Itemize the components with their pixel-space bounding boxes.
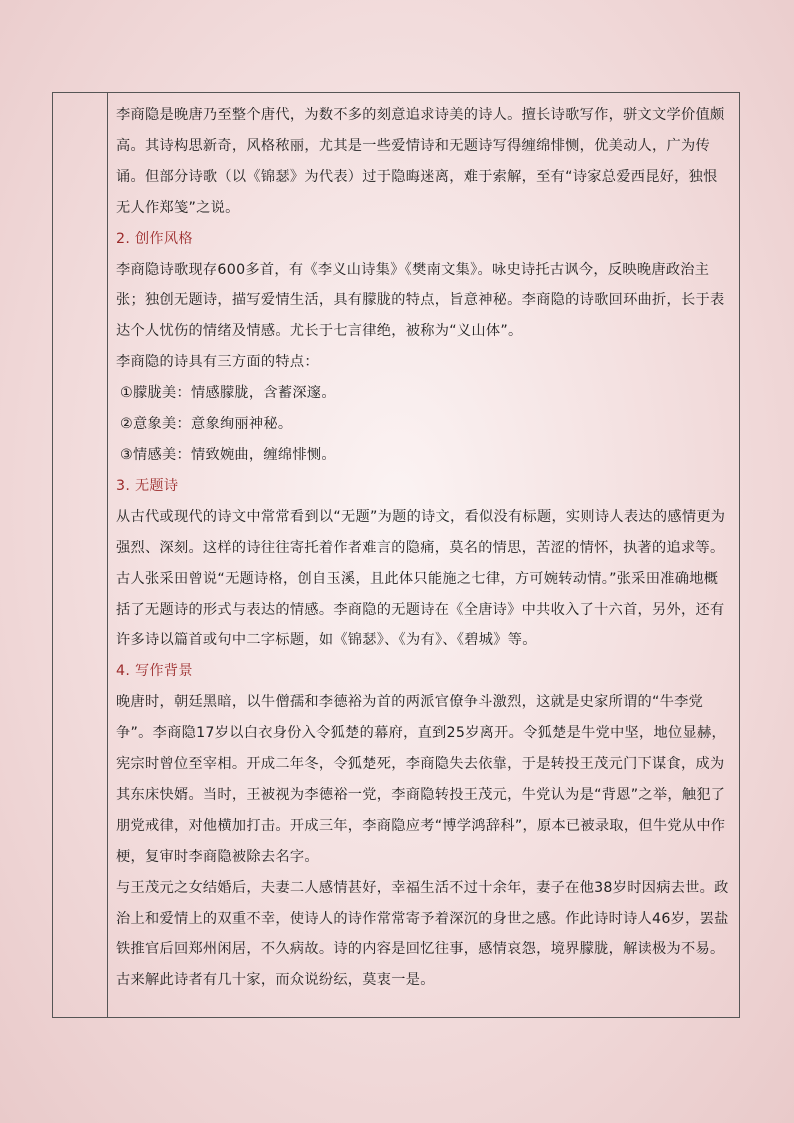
feature-item: ③情感美：情致婉曲，缠绵悱恻。 bbox=[120, 446, 336, 463]
style-paragraph: 李商隐诗歌现存600多首，有《李义山诗集》《樊南文集》。咏史诗托古讽今，反映晚唐政治主张；独创无题诗，描写爱情生活，具有朦胧的特点，旨意神秘。李商隐的诗歌回环曲折，长于表达个人忧伤的情绪及情感。尤长于七言律绝，被称为“义山体”。 bbox=[116, 261, 725, 340]
table-left-column bbox=[53, 93, 108, 1017]
feature-item: ①朦胧美：情感朦胧，含蓄深邃。 bbox=[120, 385, 336, 402]
section-heading-style: 2. 创作风格 bbox=[116, 230, 193, 247]
intro-paragraph: 李商隐是晚唐乃至整个唐代，为数不多的刻意追求诗美的诗人。擅长诗歌写作，骈文文学价值颇高。其诗构思新奇，风格秾丽，尤其是一些爱情诗和无题诗写得缠绵悱恻，优美动人，广为传诵。但部分诗歌（以《锦瑟》为代表）过于隐晦迷离，难于索解，至有“诗家总爱西昆好，独恨无人作郑笺”之说。 bbox=[116, 107, 725, 216]
section-heading-background: 4. 写作背景 bbox=[116, 663, 193, 680]
features-intro: 李商隐的诗具有三方面的特点： bbox=[116, 354, 319, 371]
feature-item: ②意象美：意象绚丽神秘。 bbox=[120, 416, 293, 433]
background-paragraph-1: 晚唐时，朝廷黑暗，以牛僧孺和李德裕为首的两派官僚争斗激烈，这就是史家所谓的“牛李党争”。李商隐17岁以白衣身份入令狐楚的幕府，直到25岁离开。令狐楚是牛党中坚，地位显赫，宪宗时曾位至宰相。开成二年冬，令狐楚死，李商隐失去依靠，于是转投王茂元门下谋食，成为其东床快婿。当时，王被视为李德裕一党，李商隐转投王茂元，牛党认为是“背恩”之举，触犯了朋党戒律，对他横加打击。开成三年，李商隐应考“博学鸿辞科”，原本已被录取，但牛党从中作梗，复审时李商隐被除去名字。 bbox=[116, 694, 726, 865]
untitled-paragraph-2: 古人张采田曾说“无题诗格，创自玉溪，且此体只能施之七律，方可婉转动情。”张采田准确地概括了无题诗的形式与表达的情感。李商隐的无题诗在《全唐诗》中共收入了十六首，另外，还有许多诗以篇首或句中二字标题，如《锦瑟》、《为有》、《碧城》等。 bbox=[116, 570, 725, 649]
table-content-cell bbox=[116, 100, 731, 996]
untitled-paragraph-1: 从古代或现代的诗文中常常看到以“无题”为题的诗文，看似没有标题，实则诗人表达的感情更为强烈、深刻。这样的诗往往寄托着作者难言的隐痛，莫名的情思，苦涩的情怀，执著的追求等。 bbox=[116, 508, 726, 556]
document-table bbox=[52, 92, 740, 1018]
background-paragraph-2: 与王茂元之女结婚后，夫妻二人感情甚好，幸福生活不过十余年，妻子在他38岁时因病去世。政治上和爱情上的双重不幸，使诗人的诗作常常寄予着深沉的身世之感。作此诗时诗人46岁，罢盐铁推官后回郑州闲居，不久病故。诗的内容是回忆往事，感情哀怨，境界朦胧，解读极为不易。古来解此诗者有几十家，而众说纷纭，莫衷一是。 bbox=[116, 879, 729, 989]
section-heading-untitled-poems: 3. 无题诗 bbox=[116, 477, 179, 494]
